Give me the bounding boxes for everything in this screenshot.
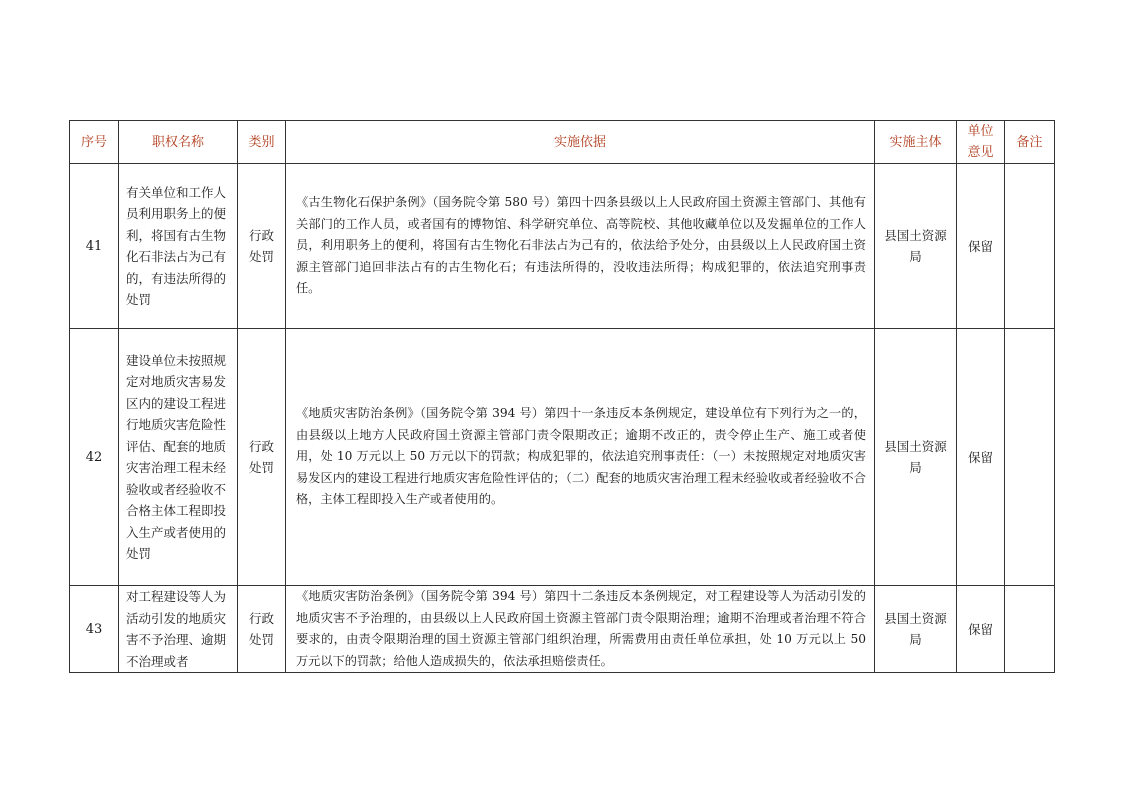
header-seq: 序号 [70, 121, 119, 164]
row-category [238, 586, 286, 673]
row-name: 对工程建设等人为活动引发的地质灾害不予治理、逾期不治理或者 [119, 586, 238, 673]
row-seq: 41 [70, 164, 119, 329]
row-remark [1005, 586, 1055, 673]
table-row [70, 329, 1055, 586]
table-header-row [70, 121, 1055, 164]
table-row [70, 164, 1055, 329]
row-basis: 《古生物化石保护条例》（国务院令第 580 号）第四十四条县级以上人民政府国土资源主管部门、其他有关部门的工作人员，或者国有的博物馆、科学研究单位、高等院校、其他收藏单位以及发掘单位的工作人员，利用职务上的便利，将国有古生物化石非法占为己有的，依法给予处分，由县级以上人民政府国土资源主管部门追回非法占有的古生物化石；有违法所得的，没收违法所得；构成犯罪的，依法追究刑事责任。 [286, 164, 875, 329]
row-subject: 县国土资源局 [875, 164, 957, 329]
authority-table [69, 120, 1055, 673]
row-category-label: 行政处罚 [248, 228, 274, 264]
row-opinion: 保留 [957, 164, 1005, 329]
row-category [238, 329, 286, 586]
row-category-label: 行政处罚 [248, 611, 274, 647]
header-opinion [957, 121, 1005, 164]
row-basis: 《地质灾害防治条例》（国务院令第 394 号）第四十二条违反本条例规定，对工程建设等人为活动引发的地质灾害不予治理的，由县级以上人民政府国土资源主管部门责令限期治理；逾期不治理或者治理不符合要求的，由责令限期治理的国土资源主管部门组织治理，所需费用由责任单位承担，处 10 万元以上 50 万元以下的罚款；给他人造成损失的，依法承担赔偿责任。 [286, 586, 875, 673]
row-remark [1005, 164, 1055, 329]
row-name: 建设单位未按照规定对地质灾害易发区内的建设工程进行地质灾害危险性评估、配套的地质灾害治理工程未经验收或者经验收不合格主体工程即投入生产或者使用的处罚 [119, 329, 238, 586]
row-seq: 42 [70, 329, 119, 586]
row-basis: 《地质灾害防治条例》（国务院令第 394 号）第四十一条违反本条例规定，建设单位有下列行为之一的，由县级以上地方人民政府国土资源主管部门责令限期改正；逾期不改正的，责令停止生产、施工或者使用，处 10 万元以上 50 万元以下的罚款；构成犯罪的，依法追究刑事责任：（一）未按照规定对地质灾害易发区内的建设工程进行地质灾害危险性评估的；（二）配套的地质灾害治理工程未经验收或者经验收不合格，主体工程即投入生产或者使用的。 [286, 329, 875, 586]
table-row [70, 586, 1055, 673]
row-opinion: 保留 [957, 586, 1005, 673]
row-remark [1005, 329, 1055, 586]
row-seq: 43 [70, 586, 119, 673]
header-basis: 实施依据 [286, 121, 875, 164]
header-category: 类别 [238, 121, 286, 164]
header-remark: 备注 [1005, 121, 1055, 164]
row-opinion: 保留 [957, 329, 1005, 586]
row-category-label: 行政处罚 [248, 439, 274, 475]
row-category [238, 164, 286, 329]
row-subject: 县国土资源局 [875, 329, 957, 586]
header-opinion-label: 单位意见 [967, 124, 994, 160]
row-name: 有关单位和工作人员利用职务上的便利，将国有古生物化石非法占为己有的，有违法所得的处罚 [119, 164, 238, 329]
header-name: 职权名称 [119, 121, 238, 164]
header-subject: 实施主体 [875, 121, 957, 164]
row-subject: 县国土资源局 [875, 586, 957, 673]
